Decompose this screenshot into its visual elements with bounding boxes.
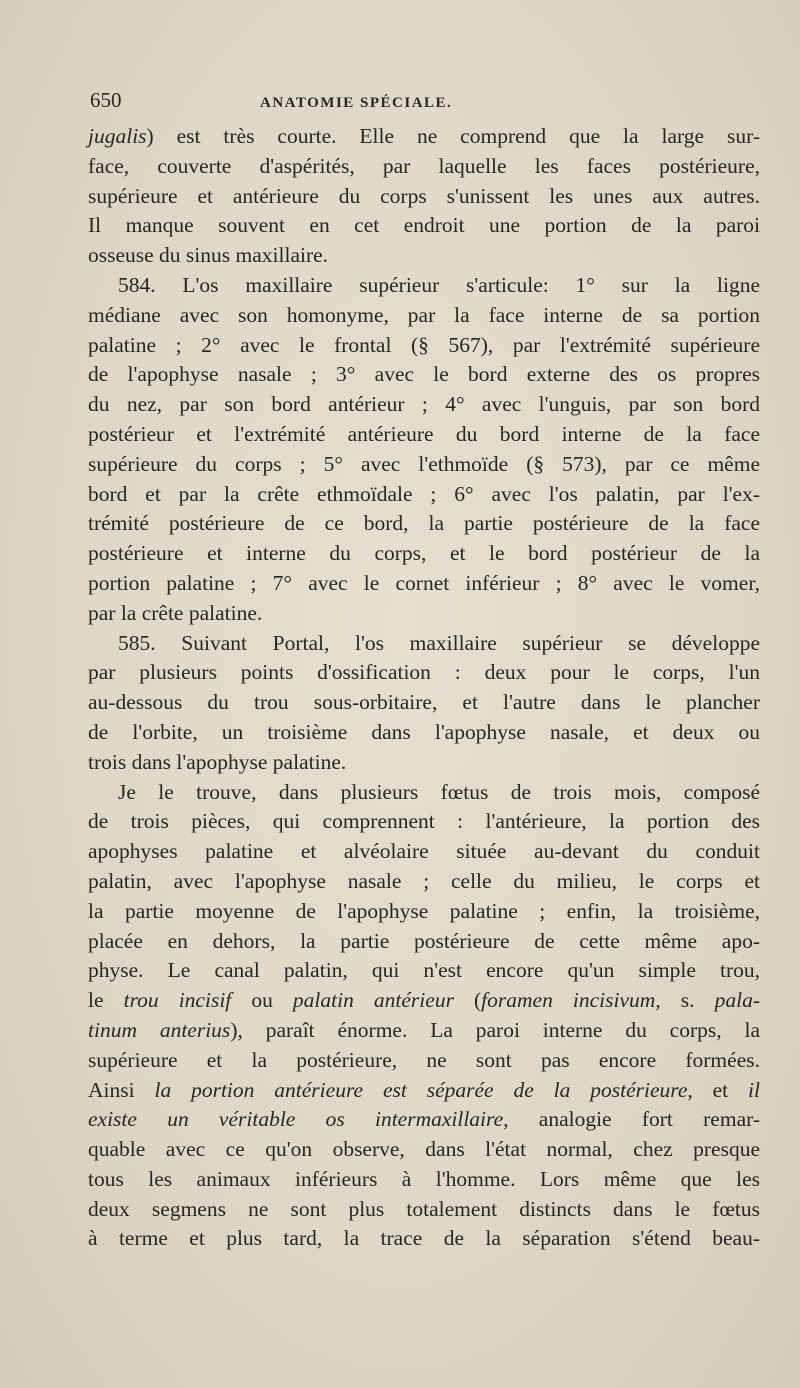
text-line <box>88 718 760 748</box>
text-line <box>88 450 760 480</box>
text-segment: supérieure du corps ; 5° avec l'ethmoïde (§ 573), par ce même <box>88 451 760 476</box>
text-segment: placée en dehors, la partie postérieure de cette même apo- <box>88 928 760 953</box>
text-line <box>88 182 760 212</box>
text-segment: trois dans l'apophyse palatine. <box>88 749 347 774</box>
text-segment: de l'apophyse nasale ; 3° avec le bord externe des os propres <box>88 362 760 387</box>
text-segment: Ainsi <box>88 1077 155 1102</box>
text-segment: , s. <box>655 988 715 1013</box>
italic-text-segment: palatin antérieur <box>292 988 454 1013</box>
text-segment: physe. Le canal palatin, qui n'est encore qu'un simple trou, <box>88 958 760 983</box>
italic-text-segment: pala- <box>714 988 760 1013</box>
text-line <box>88 956 760 986</box>
italic-text-segment: la portion antérieure est séparée de la postérieure <box>154 1077 688 1102</box>
text-line <box>88 658 760 688</box>
text-segment: postérieur et l'extrémité antérieure du bord interne de la face <box>88 421 760 446</box>
text-line <box>88 301 760 331</box>
text-line <box>88 1165 760 1195</box>
text-line <box>88 1224 760 1254</box>
text-line <box>88 688 760 718</box>
italic-text-segment: jugalis <box>88 124 147 148</box>
running-title: ANATOMIE SPÉCIALE. <box>260 95 453 111</box>
italic-text-segment: trou incisif <box>123 988 232 1013</box>
text-line <box>88 629 760 659</box>
page-header <box>90 88 760 122</box>
text-line <box>88 420 760 450</box>
text-segment: osseuse du sinus maxillaire. <box>88 243 329 268</box>
text-segment: de trois pièces, qui comprennent : l'antérieure, la portion des <box>88 809 760 834</box>
text-line <box>88 480 760 510</box>
text-segment: face, couverte d'aspérités, par laquelle les faces postérieure, <box>88 153 760 178</box>
text-line <box>88 211 760 241</box>
text-segment: supérieure et la postérieure, ne sont pas encore formées. <box>88 1047 760 1072</box>
text-segment: ), paraît énorme. La paroi interne du corps, la <box>230 1017 760 1042</box>
text-line <box>88 331 760 361</box>
text-segment: apophyses palatine et alvéolaire située au-devant du conduit <box>88 839 760 864</box>
text-line <box>88 1105 760 1135</box>
text-segment: portion palatine ; 7° avec le cornet inférieur ; 8° avec le vomer, <box>88 570 760 595</box>
text-segment: postérieure et interne du corps, et le bord postérieur de la <box>88 541 760 566</box>
text-line <box>88 807 760 837</box>
text-segment: le <box>88 988 124 1013</box>
text-segment: palatine ; 2° avec le frontal (§ 567), par l'extrémité supérieure <box>88 332 760 357</box>
text-segment: ou <box>231 988 293 1013</box>
text-line <box>88 1135 760 1165</box>
text-line <box>88 837 760 867</box>
text-segment: ) est très courte. Elle ne comprend que la large sur- <box>146 124 760 148</box>
italic-text-segment: il <box>748 1077 760 1102</box>
page-number: 650 <box>90 88 122 112</box>
text-segment: quable avec ce qu'on observe, dans l'état normal, chez presque <box>88 1137 760 1162</box>
text-segment: ( <box>453 988 482 1013</box>
text-segment: à terme et plus tard, la trace de la séparation s'étend beau- <box>88 1226 760 1251</box>
text-segment: par la crête palatine. <box>88 600 263 625</box>
text-segment: deux segmens ne sont plus totalement distincts dans le fœtus <box>88 1196 760 1221</box>
text-line <box>88 748 760 778</box>
text-segment: , analogie fort remar- <box>503 1107 760 1132</box>
text-segment: du nez, par son bord antérieur ; 4° avec l'unguis, par son bord <box>88 392 760 417</box>
text-segment: la partie moyenne de l'apophyse palatine ; enfin, la troisième, <box>88 898 760 923</box>
text-line <box>88 778 760 808</box>
text-line <box>88 390 760 420</box>
text-line <box>88 271 760 301</box>
text-segment: au-dessous du trou sous-orbitaire, et l'autre dans le plancher <box>88 690 760 715</box>
text-line <box>88 122 760 152</box>
text-segment: supérieure et antérieure du corps s'unissent les unes aux autres. <box>88 183 760 208</box>
text-segment: bord et par la crête ethmoïdale ; 6° avec l'os palatin, par l'ex- <box>88 481 760 506</box>
text-segment: Il manque souvent en cet endroit une portion de la paroi <box>88 213 760 238</box>
italic-text-segment: foramen incisivum <box>481 988 656 1013</box>
text-line <box>88 927 760 957</box>
text-line <box>88 867 760 897</box>
text-line <box>88 241 760 271</box>
text-segment: Je le trouve, dans plusieurs fœtus de trois mois, composé <box>118 779 760 804</box>
text-segment: 585. Suivant Portal, l'os maxillaire supérieur se développe <box>118 630 760 655</box>
text-line <box>88 1195 760 1225</box>
text-line <box>88 897 760 927</box>
text-segment: 584. L'os maxillaire supérieur s'articule: 1° sur la ligne <box>118 272 760 297</box>
text-line <box>88 1016 760 1046</box>
text-line <box>88 1076 760 1106</box>
text-segment: palatin, avec l'apophyse nasale ; celle du milieu, le corps et <box>88 868 760 893</box>
text-line <box>88 599 760 629</box>
text-segment: de l'orbite, un troisième dans l'apophyse nasale, et deux ou <box>88 719 760 744</box>
text-line <box>88 986 760 1016</box>
text-line <box>88 539 760 569</box>
text-segment: tous les animaux inférieurs à l'homme. Lors même que les <box>88 1166 760 1191</box>
text-segment: trémité postérieure de ce bord, la partie postérieure de la face <box>88 511 760 536</box>
body-text <box>88 122 760 1254</box>
text-line <box>88 360 760 390</box>
text-line <box>88 509 760 539</box>
text-segment: , et <box>687 1077 749 1102</box>
italic-text-segment: existe un véritable os intermaxillaire <box>88 1107 504 1132</box>
text-line <box>88 569 760 599</box>
text-line <box>88 152 760 182</box>
text-segment: par plusieurs points d'ossification : deux pour le corps, l'un <box>88 660 760 685</box>
text-line <box>88 1046 760 1076</box>
text-segment: médiane avec son homonyme, par la face interne de sa portion <box>88 302 760 327</box>
italic-text-segment: tinum anterius <box>88 1017 231 1042</box>
